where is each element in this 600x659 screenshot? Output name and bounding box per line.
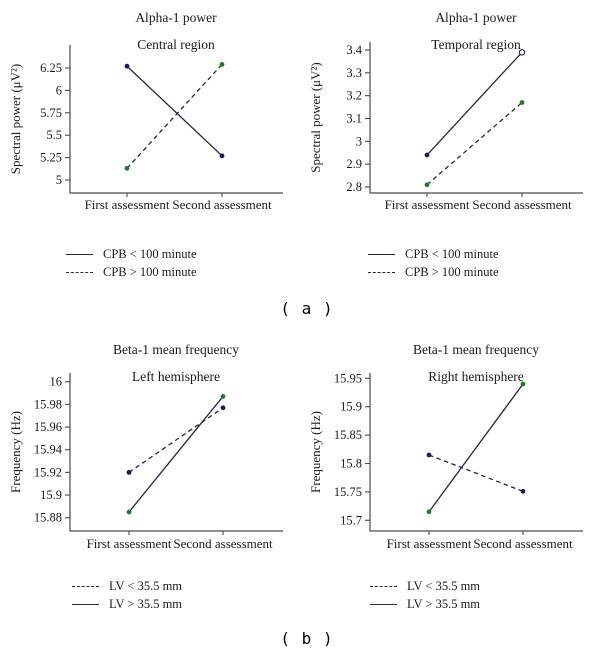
svg-text:15.9: 15.9	[40, 488, 62, 503]
chart-title-beta1-left: Beta-1 mean frequency	[113, 342, 239, 357]
svg-text:6.25: 6.25	[40, 61, 62, 75]
legend-row	[370, 595, 480, 613]
svg-text:16: 16	[49, 374, 62, 389]
svg-text:5.25: 5.25	[40, 150, 62, 165]
xtick-first-assessment: First assessment	[86, 536, 172, 551]
solid-line-icon	[72, 604, 99, 605]
chart-subtitle-right-hemisphere: Right hemisphere	[428, 369, 524, 384]
xtick-second-assessment: Second assessment	[472, 197, 572, 212]
chart-title-beta1-right: Beta-1 mean frequency	[413, 342, 539, 357]
xtick-first-assessment: First assessment	[384, 197, 470, 212]
svg-text:3: 3	[355, 134, 362, 149]
svg-text:Spectral power (μV²): Spectral power (μV²)	[308, 62, 323, 173]
legend-alpha1-temporal	[368, 245, 499, 281]
legend-label: CPB < 100 minute	[405, 246, 499, 261]
svg-text:15.75: 15.75	[333, 484, 362, 499]
legend-label: LV > 35.5 mm	[109, 596, 183, 611]
svg-text:15.96: 15.96	[33, 420, 62, 435]
xtick-second-assessment: Second assessment	[473, 536, 573, 551]
legend-label: CPB < 100 minute	[103, 246, 197, 261]
legend-row	[72, 595, 182, 613]
svg-text:15.85: 15.85	[333, 428, 362, 443]
legend-label: LV < 35.5 mm	[109, 578, 183, 593]
chart-title-alpha1-central: Alpha-1 power	[135, 10, 217, 25]
chart-canvas-alpha1-temporal	[300, 0, 600, 230]
panel-label-b: ( b )	[280, 629, 334, 648]
svg-text:3.1: 3.1	[346, 111, 362, 126]
svg-text:2.8: 2.8	[346, 180, 362, 194]
legend-beta1-left	[72, 577, 182, 613]
svg-text:15.9: 15.9	[340, 399, 362, 414]
legend-row	[368, 245, 499, 263]
dashed-line-icon	[66, 272, 93, 273]
svg-text:Spectral power (μV²): Spectral power (μV²)	[8, 63, 23, 175]
legend-row	[72, 577, 182, 595]
chart-canvas-alpha1-central	[0, 0, 300, 230]
dashed-line-icon	[72, 586, 99, 587]
chart-subtitle-left-hemisphere: Left hemisphere	[131, 369, 221, 384]
legend-alpha1-central	[66, 245, 197, 281]
svg-text:15.98: 15.98	[33, 397, 62, 412]
dashed-line-icon	[370, 586, 397, 587]
solid-line-icon	[368, 254, 395, 255]
legend-row	[370, 577, 480, 595]
svg-text:3.4: 3.4	[346, 43, 362, 57]
legend-label: LV < 35.5 mm	[407, 578, 481, 593]
svg-text:5.5: 5.5	[46, 128, 62, 143]
svg-text:6: 6	[55, 83, 62, 98]
legend-row	[66, 245, 197, 263]
solid-line-icon	[66, 254, 93, 255]
panel-label-a: ( a )	[280, 299, 334, 318]
legend-row	[66, 263, 197, 281]
legend-label: CPB > 100 minute	[405, 264, 499, 279]
svg-text:5: 5	[55, 173, 62, 187]
xtick-first-assessment: First assessment	[84, 197, 170, 212]
svg-text:15.95: 15.95	[333, 371, 362, 386]
chart-subtitle-central-region: Central region	[137, 37, 215, 52]
svg-text:5.75: 5.75	[40, 105, 62, 120]
svg-text:3.2: 3.2	[346, 88, 362, 103]
svg-text:2.9: 2.9	[346, 157, 362, 172]
xtick-second-assessment: Second assessment	[173, 536, 273, 551]
legend-beta1-right	[370, 577, 480, 613]
chart-title-alpha1-temporal: Alpha-1 power	[435, 10, 517, 25]
dashed-line-icon	[368, 272, 395, 273]
xtick-first-assessment: First assessment	[386, 536, 472, 551]
solid-line-icon	[370, 604, 397, 605]
svg-text:3.3: 3.3	[346, 65, 362, 80]
xtick-second-assessment: Second assessment	[172, 197, 272, 212]
svg-text:15.7: 15.7	[340, 513, 362, 528]
legend-label: CPB > 100 minute	[103, 264, 197, 279]
legend-row	[368, 263, 499, 281]
svg-text:15.94: 15.94	[33, 442, 62, 457]
svg-text:Frequency (Hz): Frequency (Hz)	[308, 411, 323, 493]
svg-text:Frequency (Hz): Frequency (Hz)	[8, 411, 23, 493]
svg-text:15.92: 15.92	[33, 465, 62, 480]
legend-label: LV > 35.5 mm	[407, 596, 481, 611]
chart-subtitle-temporal-region: Temporal region	[431, 37, 521, 52]
svg-text:15.88: 15.88	[33, 510, 62, 525]
svg-text:15.8: 15.8	[340, 456, 362, 471]
